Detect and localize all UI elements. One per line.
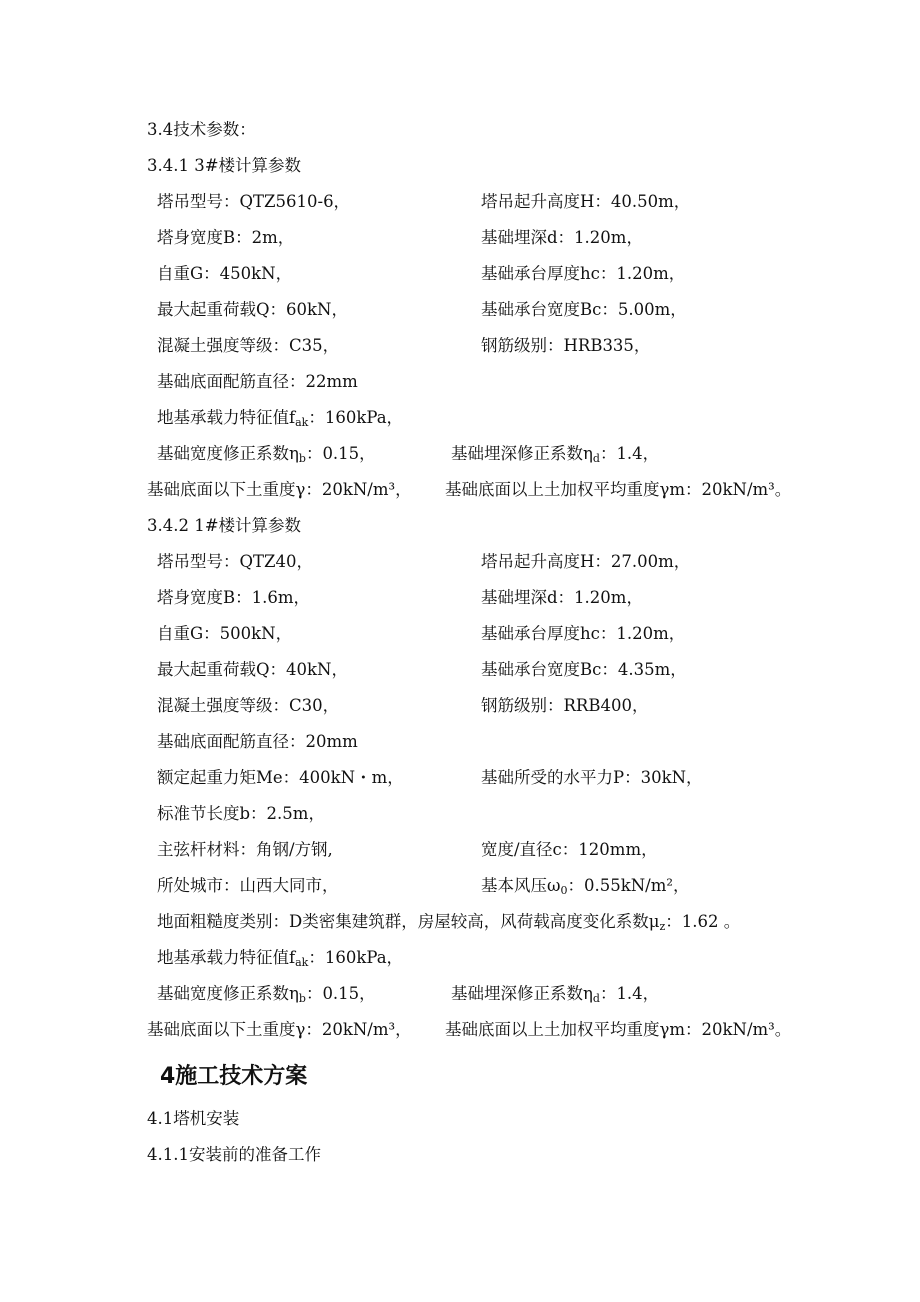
rated-moment: 额定起重力矩Me：400kN・m， (157, 768, 404, 787)
subsection-heading-3-4-2: 3.4.2 1#楼计算参数 (147, 516, 302, 535)
cap-thickness: 基础承台厚度hc：1.20m， (481, 624, 686, 643)
rebar-diameter: 基础底面配筋直径：22mm (157, 372, 358, 391)
rebar-diameter: 基础底面配筋直径：20mm (157, 732, 358, 751)
soil-weight-above: 基础底面以上土加权平均重度γm：20kN/m³。 (445, 480, 792, 499)
chord-width: 宽度/直径c：120mm， (481, 840, 658, 859)
crane-model: 塔吊型号：QTZ5610-6， (157, 192, 351, 211)
param-row (0, 652, 920, 688)
self-weight: 自重G：500kN， (157, 624, 293, 643)
cap-width: 基础承台宽度Bc：4.35m， (481, 660, 687, 679)
section-heading-3-4: 3.4技术参数： (147, 120, 256, 139)
soil-weight-below: 基础底面以下土重度γ：20kN/m³， (147, 480, 412, 499)
wind-pressure: 基本风压$\omega_0$：0.55kN/m²， (481, 876, 690, 897)
crane-model: 塔吊型号：QTZ40， (157, 552, 313, 571)
tower-width: 塔身宽度B：1.6m， (157, 588, 311, 607)
param-row (0, 940, 920, 976)
param-row (0, 868, 920, 904)
param-row (0, 832, 920, 868)
subsection-heading-4-1-1: 4.1.1安装前的准备工作 (147, 1145, 321, 1164)
max-load: 最大起重荷载Q：40kN， (157, 660, 348, 679)
cap-thickness: 基础承台厚度hc：1.20m， (481, 264, 686, 283)
concrete-grade: 混凝土强度等级：C30， (157, 696, 340, 715)
chord-material: 主弦杆材料：角钢/方钢, (157, 840, 333, 859)
soil-weight-above: 基础底面以上土加权平均重度γm：20kN/m³。 (445, 1020, 792, 1039)
lift-height: 塔吊起升高度H：27.00m， (481, 552, 691, 571)
param-row (0, 616, 920, 652)
param-row (0, 976, 920, 1012)
param-row (0, 904, 920, 940)
subsection-heading-3-4-1: 3.4.1 3#楼计算参数 (147, 156, 302, 175)
subsection-heading-4-1: 4.1塔机安装 (147, 1109, 240, 1128)
param-row (0, 796, 920, 832)
param-row (0, 472, 920, 508)
param-row (0, 220, 920, 256)
cap-width: 基础承台宽度Bc：5.00m， (481, 300, 687, 319)
param-row (0, 1012, 920, 1048)
param-row (0, 724, 920, 760)
section-length: 标准节长度b：2.5m， (157, 804, 325, 823)
max-load: 最大起重荷载Q：60kN， (157, 300, 348, 319)
width-correction: 基础宽度修正系数$\eta_b$：0.15， (157, 444, 376, 465)
param-row (0, 580, 920, 616)
embed-depth: 基础埋深d：1.20m， (481, 228, 643, 247)
param-row (0, 184, 920, 220)
param-row (0, 688, 920, 724)
ground-roughness: 地面粗糙度类别：D类密集建筑群，房屋较高，风荷载高度变化系数$\mu_z$：1.62 。 (157, 912, 741, 933)
city: 所处城市：山西大同市， (157, 876, 339, 895)
soil-weight-below: 基础底面以下土重度γ：20kN/m³， (147, 1020, 412, 1039)
width-correction: 基础宽度修正系数$\eta_b$：0.15， (157, 984, 376, 1005)
param-row (0, 760, 920, 796)
param-row (0, 328, 920, 364)
concrete-grade: 混凝土强度等级：C35， (157, 336, 340, 355)
bearing-capacity: 地基承载力特征值$f_{ak}$：160kPa， (157, 948, 404, 969)
rebar-grade: 钢筋级别：HRB335， (481, 336, 651, 355)
param-row (0, 544, 920, 580)
lift-height: 塔吊起升高度H：40.50m， (481, 192, 691, 211)
section-title-4: 4施工技术方案 (160, 1064, 308, 1089)
self-weight: 自重G：450kN， (157, 264, 293, 283)
param-row (0, 400, 920, 436)
depth-correction: 基础埋深修正系数$\eta_d$：1.4， (451, 444, 660, 465)
embed-depth: 基础埋深d：1.20m， (481, 588, 643, 607)
param-row (0, 436, 920, 472)
rebar-grade: 钢筋级别：RRB400， (481, 696, 649, 715)
tower-width: 塔身宽度B：2m， (157, 228, 295, 247)
depth-correction: 基础埋深修正系数$\eta_d$：1.4， (451, 984, 660, 1005)
param-row (0, 364, 920, 400)
param-row (0, 256, 920, 292)
param-row (0, 292, 920, 328)
horizontal-force: 基础所受的水平力P：30kN， (481, 768, 703, 787)
bearing-capacity: 地基承载力特征值$f_{ak}$：160kPa， (157, 408, 404, 429)
